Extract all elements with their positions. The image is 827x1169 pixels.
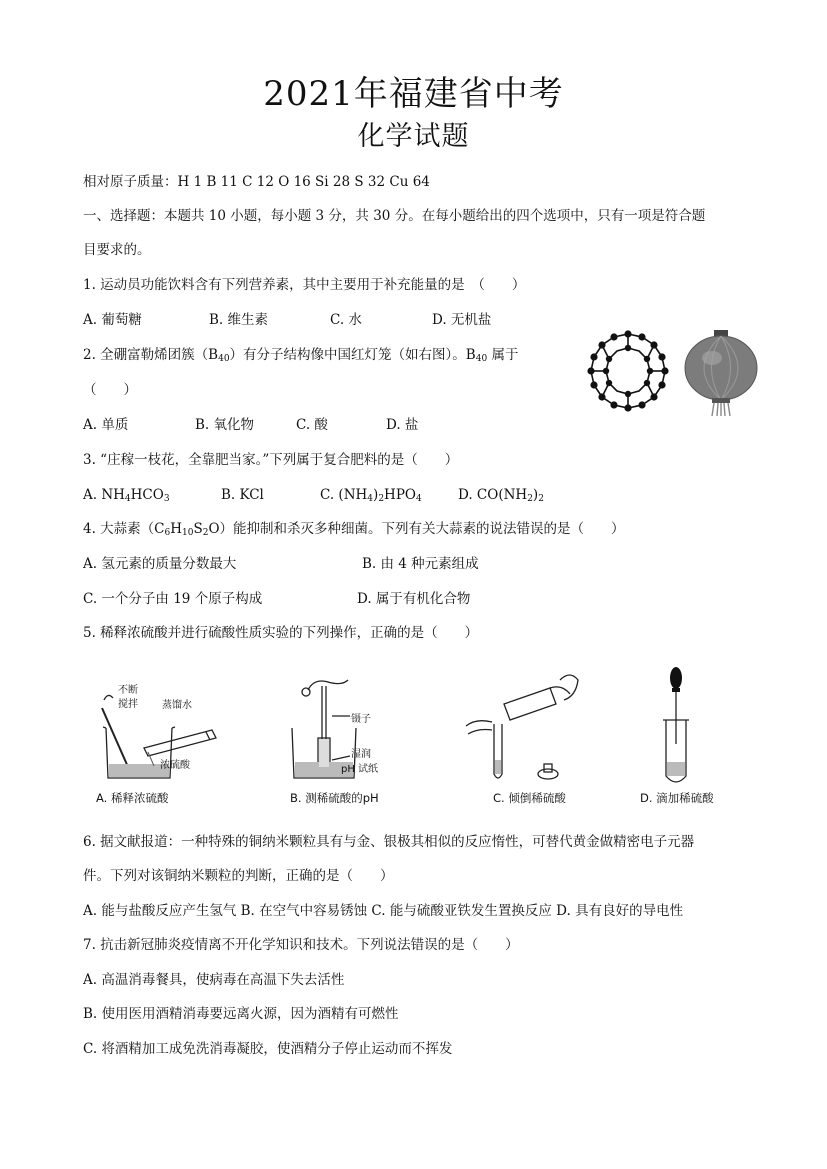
- q4-stem-text2: ）能抑制和杀灭多种细菌。下列有关大蒜素的说法错误的是（ ）: [219, 521, 625, 537]
- q2-stem-part3: 属于: [487, 347, 519, 363]
- fig-a-label-acid: 浓硫酸: [160, 760, 190, 771]
- q4-option-b: B. 由 4 种元素组成: [362, 556, 479, 572]
- q6-stem-line1: 6. 据文献报道：一种特殊的铜纳米颗粒具有与金、银极其相似的反应惰性，可替代黄金做精密电子元器: [83, 834, 695, 850]
- q2-stem: [83, 346, 518, 364]
- q3-d-text2: ): [532, 487, 539, 503]
- red-lantern-image: [682, 330, 760, 416]
- section-instructions-line1: 一、选择题：本题共 10 小题，每小题 3 分，共 30 分。在每小题给出的四个选项中，只有一项是符合题: [83, 208, 706, 224]
- q3-d-sub1: 2: [527, 494, 533, 504]
- q7-option-a: A. 高温消毒餐具，使病毒在高温下失去活性: [83, 972, 345, 988]
- q4-option-d: D. 属于有机化合物: [357, 591, 471, 607]
- q1-option-b: B. 维生素: [209, 312, 269, 328]
- q4-option-a: A. 氢元素的质量分数最大: [83, 556, 237, 572]
- q2-stem-part2: ）有分子结构像中国红灯笼（如右图）。B: [229, 347, 476, 363]
- q4-sub-s: 2: [202, 528, 209, 538]
- q1-option-a: A. 葡萄糖: [83, 312, 142, 328]
- q3-d-sub2: 2: [538, 494, 544, 504]
- q4-sub-h: 10: [182, 528, 194, 538]
- atomic-mass-line: 相对原子质量：H 1 B 11 C 12 O 16 Si 28 S 32 Cu 64: [83, 174, 430, 190]
- q4-o: O: [208, 521, 220, 537]
- q2-option-c: C. 酸: [296, 417, 328, 433]
- fig-c-caption: C. 倾倒稀硫酸: [493, 791, 566, 805]
- fig-d-caption: D. 滴加稀硫酸: [640, 791, 714, 805]
- b40-molecule-image: [584, 328, 672, 414]
- q3-c-sub3: 4: [415, 494, 422, 504]
- q3-d-text1: D. CO(NH: [458, 487, 528, 503]
- q2-stem-part1: 2. 全硼富勒烯团簇（B: [83, 347, 219, 363]
- q4-sub-c: 6: [164, 528, 171, 538]
- q3-option-b: B. KCl: [221, 487, 264, 503]
- q4-s: S: [193, 521, 203, 537]
- fig-b-caption: B. 测稀硫酸的pH: [290, 791, 379, 805]
- q3-c-sub1: 4: [367, 494, 374, 504]
- q3-option-d: [458, 486, 544, 504]
- q2-option-b: B. 氧化物: [195, 417, 255, 433]
- q7-stem: 7. 抗击新冠肺炎疫情离不开化学知识和技术。下列说法错误的是（ ）: [83, 937, 519, 953]
- q3-a-sub1: 4: [124, 494, 131, 504]
- q3-c-sub2: 2: [378, 494, 385, 504]
- q5-stem: 5. 稀释浓硫酸并进行硫酸性质实验的下列操作，正确的是（ ）: [83, 625, 479, 641]
- fig-b-label-tweezers: 镊子: [351, 714, 371, 725]
- q6-stem-line2: 件。下列对该铜纳米颗粒的判断，正确的是（ ）: [83, 868, 394, 884]
- fig-a-label-stir1: 不断: [118, 685, 138, 696]
- q6-options: A. 能与盐酸反应产生氢气 B. 在空气中容易锈蚀 C. 能与硫酸亚铁发生置换反应 D. 具有良好的导电性: [83, 903, 684, 919]
- q3-a-sub2: 3: [163, 494, 170, 504]
- q3-a-text1: A. NH: [83, 487, 125, 503]
- q3-a-text2: HCO: [130, 487, 164, 503]
- q4-stem: [83, 520, 625, 538]
- fig-a-caption: A. 稀释浓硫酸: [96, 791, 169, 805]
- q3-c-text3: HPO: [384, 487, 416, 503]
- q3-option-c: [320, 486, 422, 504]
- q1-stem: 1. 运动员功能饮料含有下列营养素，其中主要用于补充能量的是 （ ）: [83, 277, 526, 293]
- q3-c-text1: C. (NH: [320, 487, 368, 503]
- q2-answer-paren: （ ）: [83, 382, 137, 398]
- fig-a-label-water: 蒸馏水: [162, 700, 192, 711]
- q2-option-a: A. 单质: [83, 417, 129, 433]
- q2-option-d: D. 盐: [386, 417, 419, 433]
- q4-h: H: [170, 521, 183, 537]
- exam-subtitle: 化学试题: [357, 121, 470, 152]
- q2-stem-subscript2: 40: [475, 354, 488, 364]
- q3-c-text2: ): [373, 487, 379, 503]
- fig-a-label-stir2: 搅拌: [118, 699, 138, 710]
- q2-stem-subscript1: 40: [218, 354, 230, 364]
- q3-option-a: [83, 486, 170, 504]
- exam-title: 2021年福建省中考: [263, 74, 564, 114]
- fig-c-pouring-image: [460, 664, 580, 786]
- q4-option-c: C. 一个分子由 19 个原子构成: [83, 591, 263, 607]
- q3-stem: 3. “庄稼一枝花，全靠肥当家。”下列属于复合肥料的是（ ）: [83, 452, 459, 468]
- q1-option-d: D. 无机盐: [432, 312, 492, 328]
- section-instructions-line2: 目要求的。: [83, 242, 151, 258]
- fig-d-dropper-image: [646, 664, 706, 786]
- q7-option-b: B. 使用医用酒精消毒要远离火源，因为酒精有可燃性: [83, 1006, 399, 1022]
- q7-option-c: C. 将酒精加工成免洗消毒凝胶，使酒精分子停止运动而不挥发: [83, 1041, 453, 1057]
- q4-stem-text1: 4. 大蒜素（C: [83, 521, 165, 537]
- fig-b-label-ph-paper: pH 试纸: [341, 764, 379, 775]
- fig-b-label-wet: 湿润: [351, 749, 371, 760]
- q1-option-c: C. 水: [330, 312, 362, 328]
